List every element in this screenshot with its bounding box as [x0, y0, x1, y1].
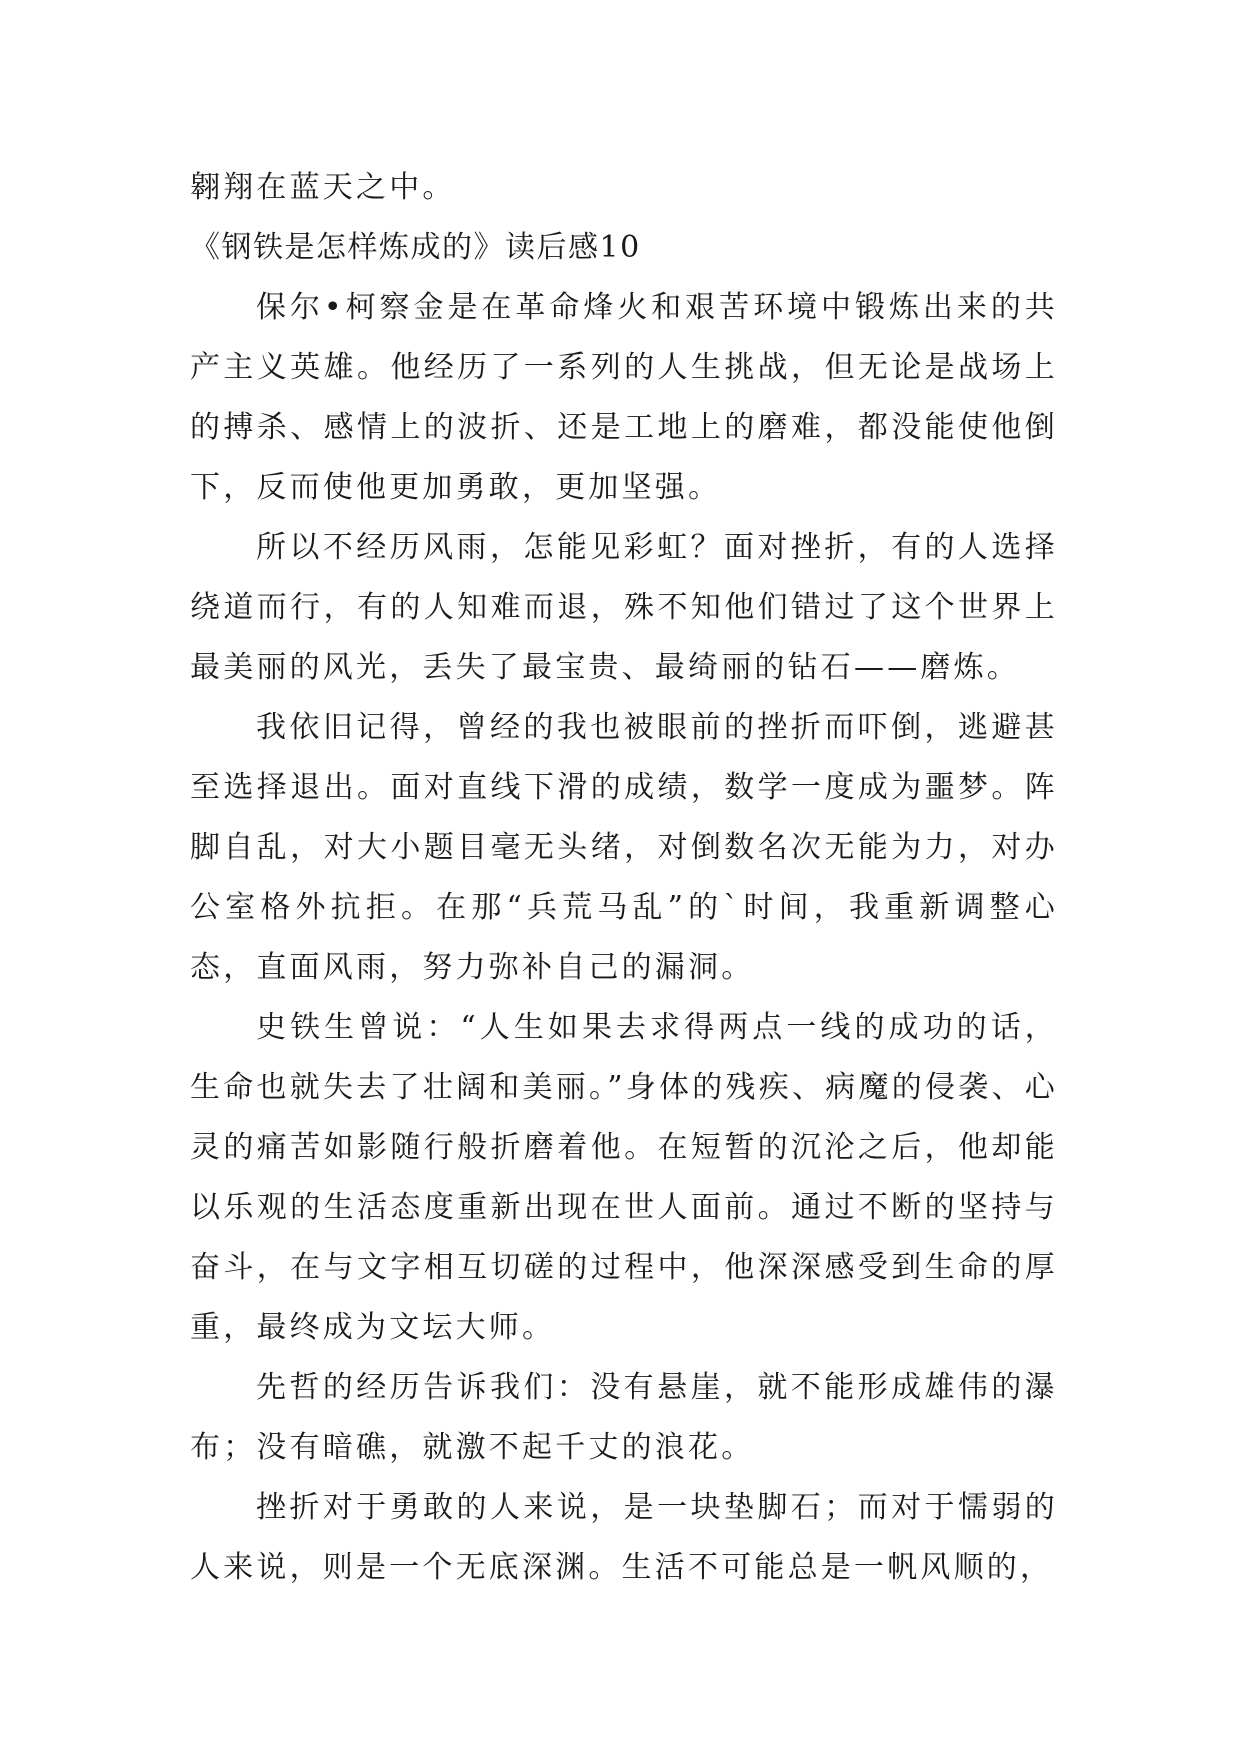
paragraph-3: 我依旧记得，曾经的我也被眼前的挫折而吓倒，逃避甚至选择退出。面对直线下滑的成绩，数学一度成为噩梦。阵脚自乱，对大小题目毫无头绪，对倒数名次无能为力，对办公室格外抗拒。在那“兵荒马乱”的`时间，我重新调整心态，直面风雨，努力弥补自己的漏洞。: [190, 710, 1058, 985]
document-body: [190, 158, 1058, 1598]
paragraph-2: 所以不经历风雨，怎能见彩虹？面对挫折，有的人选择绕道而行，有的人知难而退，殊不知他们错过了这个世界上最美丽的风光，丢失了最宝贵、最绮丽的钻石——磨炼。: [190, 530, 1058, 685]
paragraph-5: 先哲的经历告诉我们：没有悬崖，就不能形成雄伟的瀑布；没有暗礁，就激不起千丈的浪花。: [190, 1370, 1058, 1465]
continuation-line: 翱翔在蓝天之中。: [190, 170, 456, 205]
paragraph-4: 史铁生曾说：“人生如果去求得两点一线的成功的话，生命也就失去了壮阔和美丽。”身体的残疾、病魔的侵袭、心灵的痛苦如影随行般折磨着他。在短暂的沉沦之后，他却能以乐观的生活态度重新出现在世人面前。通过不断的坚持与奋斗，在与文字相互切磋的过程中，他深深感受到生命的厚重，最终成为文坛大师。: [190, 1010, 1058, 1345]
section-title: 《钢铁是怎样炼成的》读后感10: [190, 230, 641, 265]
paragraph-1: 保尔•柯察金是在革命烽火和艰苦环境中锻炼出来的共产主义英雄。他经历了一系列的人生挑战，但无论是战场上的搏杀、感情上的波折、还是工地上的磨难，都没能使他倒下，反而使他更加勇敢，更加坚强。: [190, 290, 1058, 505]
paragraph-6: 挫折对于勇敢的人来说，是一块垫脚石；而对于懦弱的人来说，则是一个无底深渊。生活不可能总是一帆风顺的，: [190, 1490, 1058, 1585]
